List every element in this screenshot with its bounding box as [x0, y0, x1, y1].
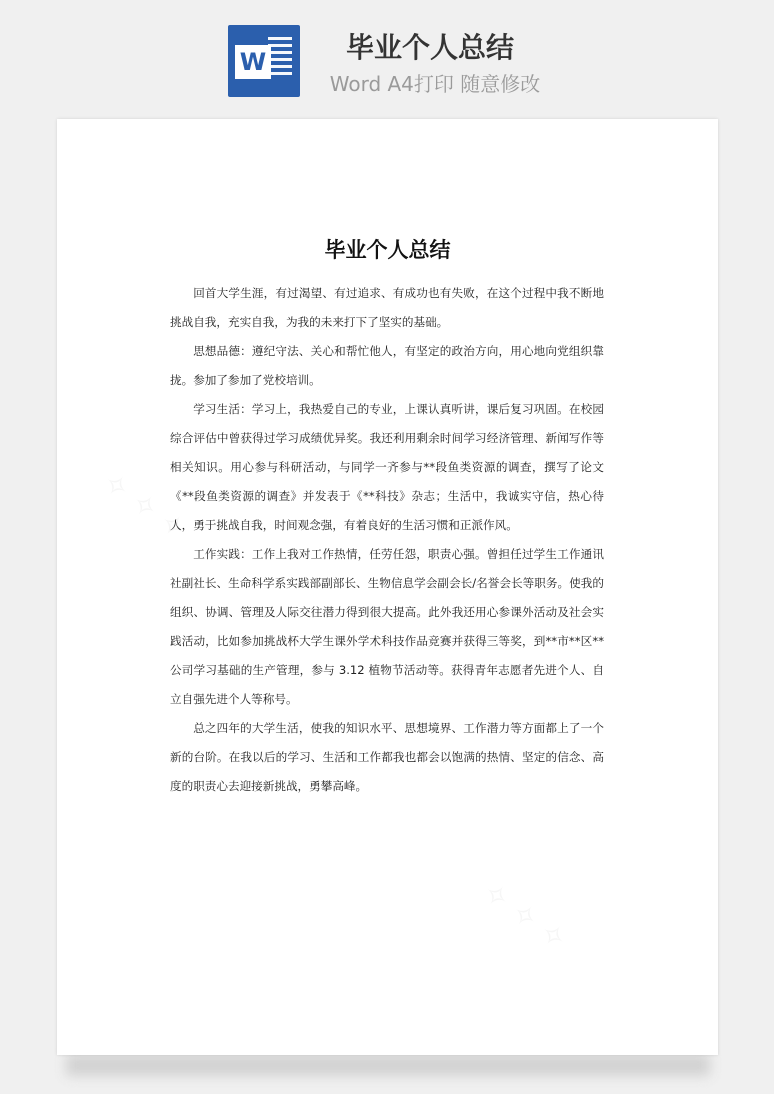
- word-icon-letter: W: [235, 45, 271, 79]
- document-body: [170, 279, 604, 801]
- paragraph-work: 工作实践：工作上我对工作热情，任劳任怨，职责心强。曾担任过学生工作通讯社副社长、生命科学系实践部副部长、生物信息学会副会长/名誉会长等职务。使我的组织、协调、管理及人际交往潜力得到很大提高。此外我还用心参课外活动及社会实践活动，比如参加挑战杯大学生课外学术科技作品竞赛并获得三等奖，到**市**区**公司学习基础的生产管理，参与 3.12 植物节活动等。获得青年志愿者先进个人、自立自强先进个人等称号。: [170, 547, 604, 706]
- paragraph-morality: 思想品德：遵纪守法、关心和帮忙他人，有坚定的政治方向，用心地向党组织靠拢。参加了参加了党校培训。: [170, 344, 604, 387]
- word-doc-icon: [228, 25, 300, 97]
- watermark: [476, 875, 573, 958]
- page-shadow: [66, 1054, 710, 1076]
- paragraph-conclusion: 总之四年的大学生活，使我的知识水平、思想境界、工作潜力等方面都上了一个新的台阶。在我以后的学习、生活和工作都我也都会以饱满的热情、坚定的信念、高度的职责心去迎接新挑战，勇攀高峰。: [170, 721, 604, 793]
- document-page: [57, 119, 718, 1055]
- document-title: 毕业个人总结: [324, 238, 451, 262]
- paragraph-intro: 回首大学生涯，有过渴望、有过追求、有成功也有失败，在这个过程中我不断地挑战自我，充实自我，为我的未来打下了坚实的基础。: [170, 286, 604, 329]
- banner-title: 毕业个人总结: [345, 31, 514, 64]
- paragraph-study: 学习生活：学习上，我热爱自己的专业，上课认真听讲，课后复习巩固。在校园综合评估中曾获得过学习成绩优异奖。我还利用剩余时间学习经济管理、新闻写作等相关知识。用心参与科研活动，与同学一齐参与**段鱼类资源的调查，撰写了论文《**段鱼类资源的调查》并发表于《**科技》杂志；生活中，我诚实守信，热心待人，勇于挑战自我，时间观念强，有着良好的生活习惯和正派作风。: [170, 402, 604, 532]
- banner-subtitle: Word A4打印 随意修改: [329, 72, 541, 96]
- template-banner: [0, 0, 774, 118]
